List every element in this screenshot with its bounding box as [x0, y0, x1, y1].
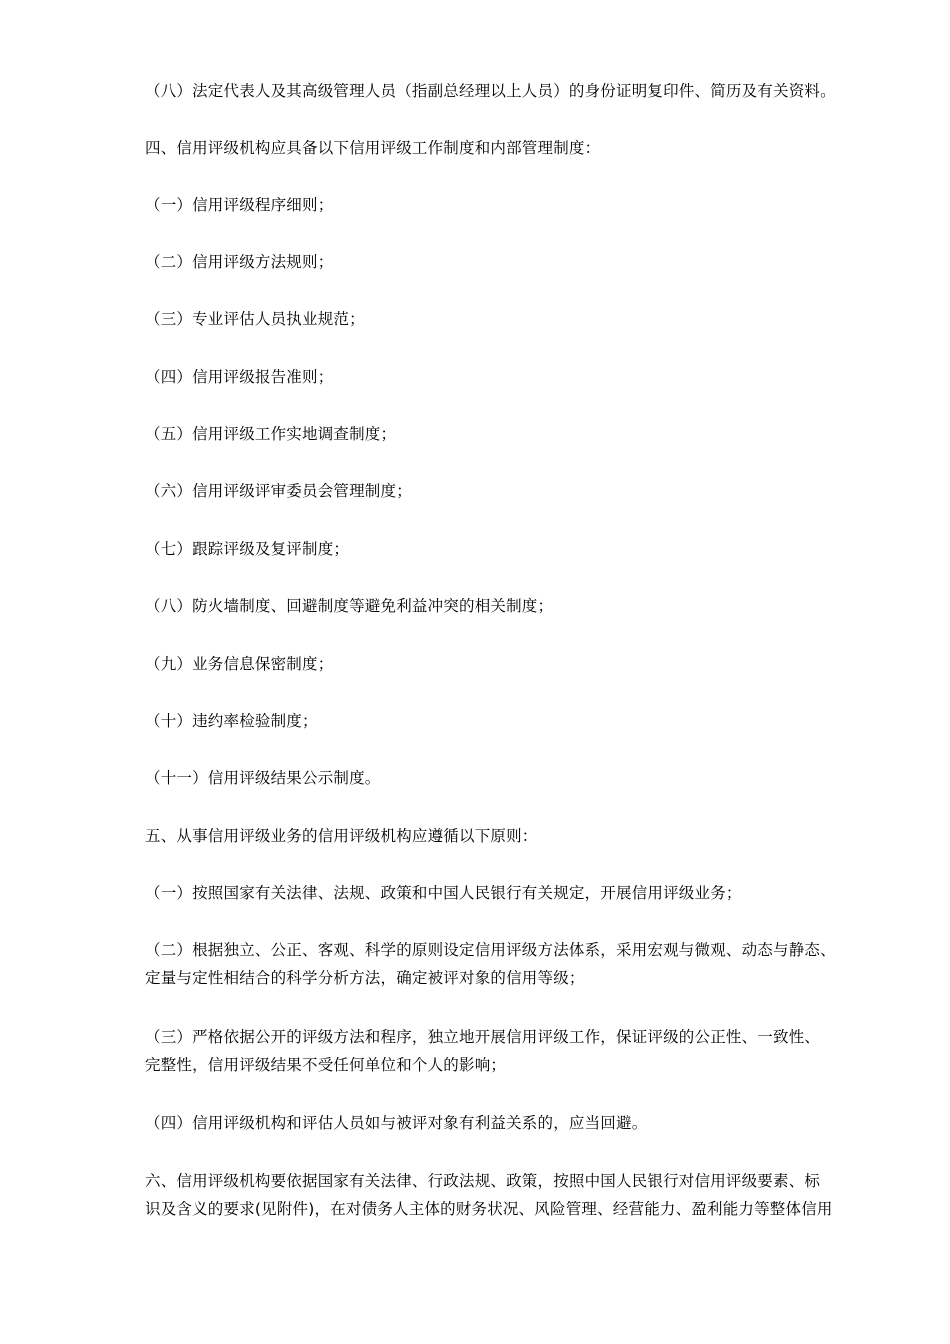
section-heading-6 — [145, 1167, 890, 1223]
text-line: （六）信用评级评审委员会管理制度； — [145, 482, 412, 500]
text-line: （四）信用评级机构和评估人员如与被评对象有利益关系的，应当回避。 — [145, 1114, 648, 1132]
list-item — [145, 248, 890, 276]
list-item — [145, 1023, 890, 1079]
list-item — [145, 764, 890, 792]
text-line: （八）法定代表人及其高级管理人员（指副总经理以上人员）的身份证明复印件、简历及有关资料。 — [145, 82, 836, 100]
text-line: （九）业务信息保密制度； — [145, 655, 334, 673]
text-line: （十一）信用评级结果公示制度。 — [145, 769, 381, 787]
section-heading-5 — [145, 822, 890, 850]
list-item — [145, 879, 890, 907]
text-line: （三）严格依据公开的评级方法和程序，独立地开展信用评级工作，保证评级的公正性、一致性、 — [145, 1028, 821, 1046]
text-line: （二）根据独立、公正、客观、科学的原则设定信用评级方法体系，采用宏观与微观、动态与静态、 — [145, 941, 836, 959]
text-line: （二）信用评级方法规则； — [145, 253, 334, 271]
text-line: （一）信用评级程序细则； — [145, 196, 334, 214]
text-line: （一）按照国家有关法律、法规、政策和中国人民银行有关规定，开展信用评级业务； — [145, 884, 742, 902]
text-line: （五）信用评级工作实地调查制度； — [145, 425, 397, 443]
text-line: （四）信用评级报告准则； — [145, 368, 334, 386]
list-item — [145, 535, 890, 563]
list-item — [145, 363, 890, 391]
list-item — [145, 1109, 890, 1137]
text-line: 识及含义的要求(见附件)，在对债务人主体的财务状况、风险管理、经营能力、盈利能力等整体信用 — [145, 1200, 833, 1218]
list-item — [145, 707, 890, 735]
text-line: （三）专业评估人员执业规范； — [145, 310, 365, 328]
text-line: 完整性，信用评级结果不受任何单位和个人的影响； — [145, 1056, 507, 1074]
list-item — [145, 592, 890, 620]
list-item — [145, 650, 890, 678]
text-line: （七）跟踪评级及复评制度； — [145, 540, 350, 558]
list-item — [145, 936, 890, 992]
text-line: 五、从事信用评级业务的信用评级机构应遵循以下原则： — [145, 827, 538, 845]
text-line: 四、信用评级机构应具备以下信用评级工作制度和内部管理制度： — [145, 139, 601, 157]
paragraph-8-documents — [145, 77, 890, 105]
text-line: 定量与定性相结合的科学分析方法，确定被评对象的信用等级； — [145, 969, 585, 987]
section-heading-4 — [145, 134, 890, 162]
text-line: （八）防火墙制度、回避制度等避免利益冲突的相关制度； — [145, 597, 554, 615]
list-item — [145, 191, 890, 219]
list-item — [145, 477, 890, 505]
list-item — [145, 305, 890, 333]
list-item — [145, 420, 890, 448]
text-line: （十）违约率检验制度； — [145, 712, 318, 730]
text-line: 六、信用评级机构要依据国家有关法律、行政法规、政策，按照中国人民银行对信用评级要素、标 — [145, 1172, 821, 1190]
